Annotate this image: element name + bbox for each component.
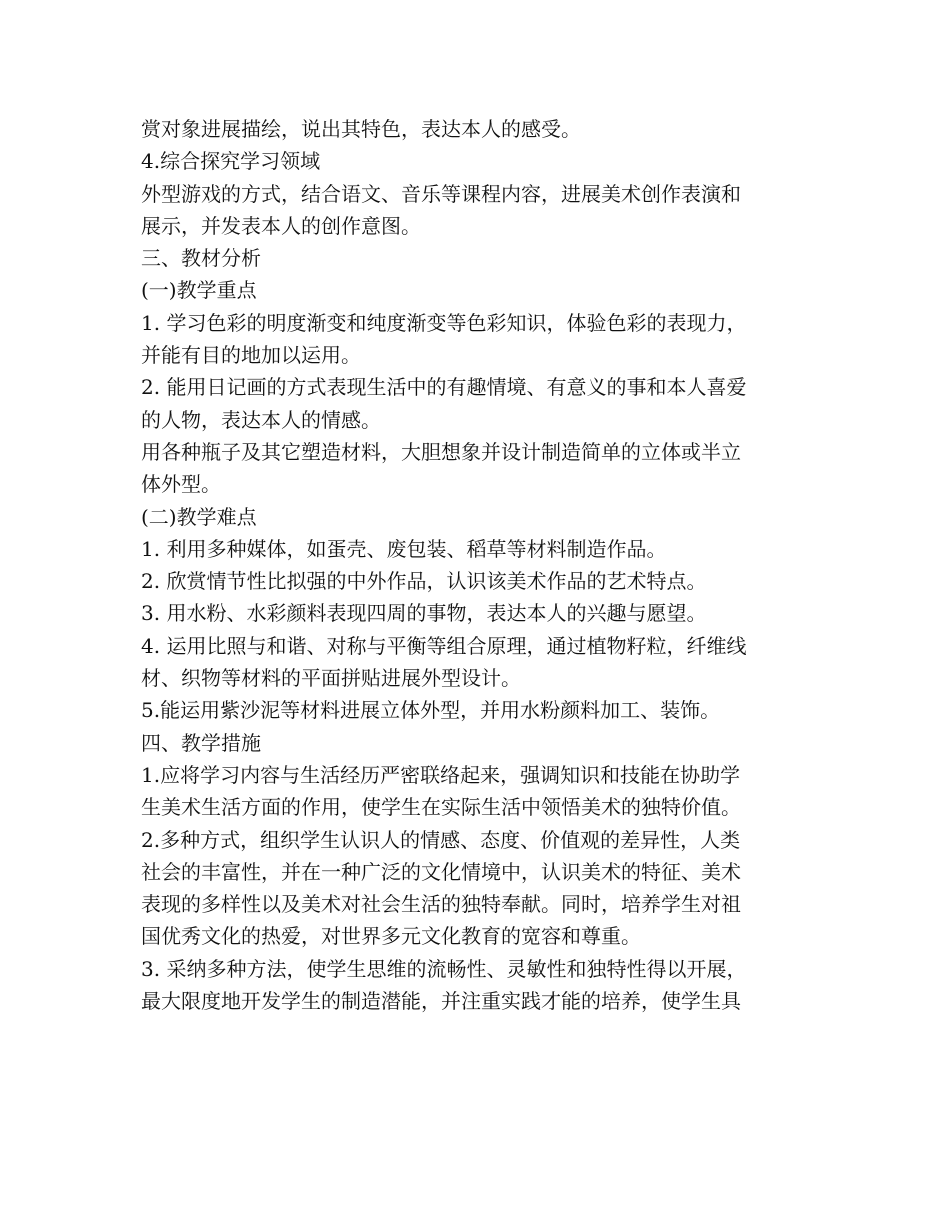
section-heading: 4.综合探究学习领域 xyxy=(141,149,321,174)
subsection-heading: (一)教学重点 xyxy=(141,278,257,303)
section-heading: 三、教材分析 xyxy=(141,246,261,271)
document-body xyxy=(141,113,813,1017)
text-line: 国优秀文化的热爱，对世界多元文化教育的宽容和尊重。 xyxy=(141,924,641,949)
text-line: 1.应将学习内容与生活经历严密联络起来，强调知识和技能在协助学 xyxy=(141,762,741,787)
text-line: 2. 欣赏情节性比拟强的中外作品，认识该美术作品的艺术特点。 xyxy=(141,569,707,594)
subsection-heading: (二)教学难点 xyxy=(141,504,257,529)
text-line: 赏对象进展描绘，说出其特色，表达本人的感受。 xyxy=(141,117,581,141)
text-line: 2.多种方式，组织学生认识人的情感、态度、价值观的差异性，人类 xyxy=(141,827,741,852)
text-line: 的人物，表达本人的情感。 xyxy=(141,407,381,432)
text-line: 外型游戏的方式，结合语文、音乐等课程内容，进展美术创作表演和 xyxy=(141,181,741,206)
section-heading: 四、教学措施 xyxy=(141,730,261,755)
text-line: 2. 能用日记画的方式表现生活中的有趣情境、有意义的事和本人喜爱 xyxy=(141,375,747,400)
text-line: 5.能运用紫沙泥等材料进展立体外型，并用水粉颜料加工、装饰。 xyxy=(141,698,721,723)
text-line: 4. 运用比照与和谐、对称与平衡等组合原理，通过植物籽粒，纤维线 xyxy=(141,633,747,658)
text-line: 1. 利用多种媒体，如蛋壳、废包装、稻草等材料制造作品。 xyxy=(141,536,667,561)
text-line: 表现的多样性以及美术对社会生活的独特奉献。同时，培养学生对祖 xyxy=(141,892,741,917)
text-line: 最大限度地开发学生的制造潜能，并注重实践才能的培养，使学生具 xyxy=(141,989,741,1014)
text-line: 生美术生活方面的作用，使学生在实际生活中领悟美术的独特价值。 xyxy=(141,795,741,820)
text-line: 展示，并发表本人的创作意图。 xyxy=(141,213,421,238)
text-line: 3. 用水粉、水彩颜料表现四周的事物，表达本人的兴趣与愿望。 xyxy=(141,601,707,626)
text-line: 社会的丰富性，并在一种广泛的文化情境中，认识美术的特征、美术 xyxy=(141,859,741,884)
text-line: 用各种瓶子及其它塑造材料，大胆想象并设计制造简单的立体或半立 xyxy=(141,439,741,464)
text-line: 1. 学习色彩的明度渐变和纯度渐变等色彩知识，体验色彩的表现力， xyxy=(141,310,747,335)
text-line: 并能有目的地加以运用。 xyxy=(141,343,361,368)
text-line: 体外型。 xyxy=(141,472,221,497)
text-line: 材、织物等材料的平面拼贴进展外型设计。 xyxy=(141,666,521,691)
text-line: 3. 采纳多种方法，使学生思维的流畅性、灵敏性和独特性得以开展， xyxy=(141,956,747,981)
